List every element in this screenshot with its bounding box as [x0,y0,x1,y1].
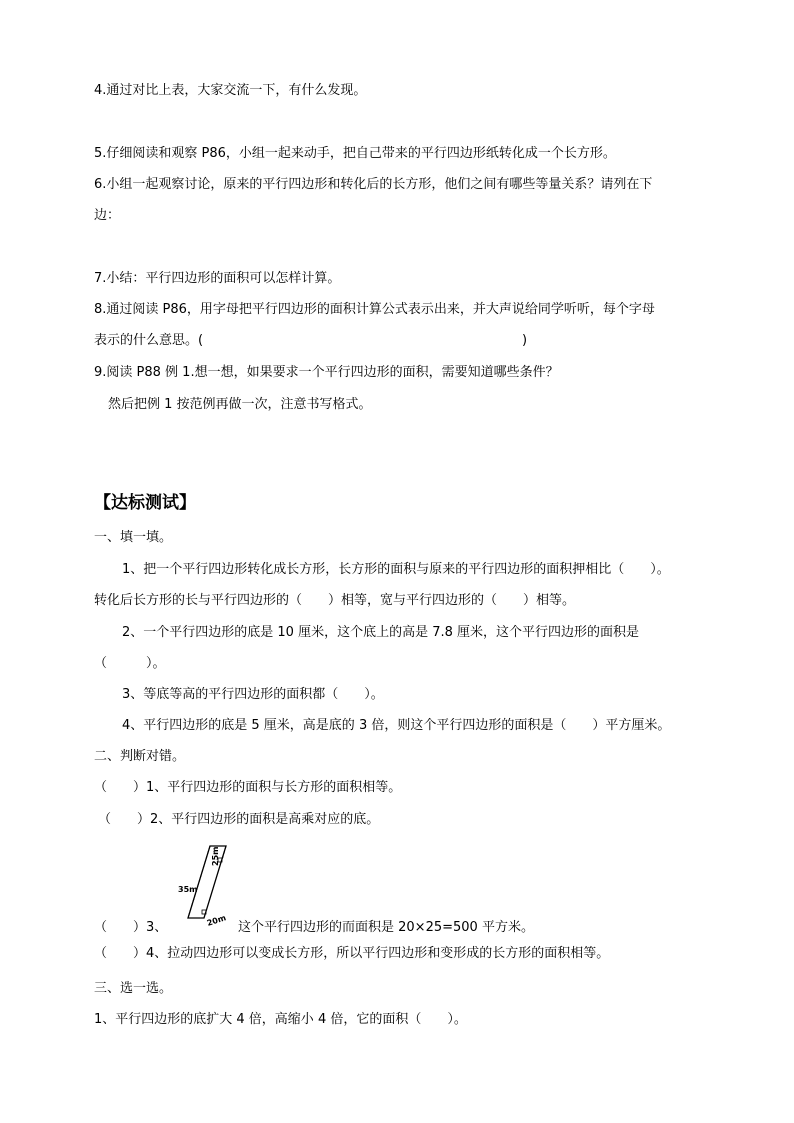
part2-item1: （ ）1、平行四边形的面积与长方形的面积相等。 [94,780,402,795]
part2-title: 二、判断对错。 [94,749,186,764]
label-top-25m: 25m [211,846,220,866]
part1-item1-line1: 1、把一个平行四边形转化成长方形，长方形的面积与原来的平行四边形的面积押相比（ ）。 [122,562,670,577]
study-item-6-line2: 边： [94,208,121,223]
part1-item2-line2: （ ）。 [94,656,166,671]
study-item-8-line2: 表示的什么意思。( [94,333,204,348]
part1-item4: 4、平行四边形的底是 5 厘米，高是底的 3 倍，则这个平行四边形的面积是（ ）平方厘米。 [122,718,671,733]
study-item-4: 4.通过对比上表，大家交流一下，有什么发现。 [94,83,367,98]
part2-item3-prefix: （ ）3、 [94,920,168,935]
part1-item2-line1: 2、一个平行四边形的底是 10 厘米，这个底上的高是 7.8 厘米，这个平行四边形的面积是 [122,625,640,640]
study-item-6-line1: 6.小组一起观察讨论，原来的平行四边形和转化后的长方形，他们之间有哪些等量关系？请列在下 [94,177,653,192]
part1-item1-line2: 转化后长方形的长与平行四边形的（ ）相等，宽与平行四边形的（ ）相等。 [94,593,576,608]
study-item-7: 7.小结：平行四边形的面积可以怎样计算。 [94,271,341,286]
part1-item3: 3、等底等高的平行四边形的面积都（ ）。 [122,687,384,702]
part2-item4: （ ）4、拉动四边形可以变成长方形，所以平行四边形和变形成的长方形的面积相等。 [94,946,610,961]
label-left-35m: 35m [178,885,198,894]
part1-title: 一、填一填。 [94,530,173,545]
study-item-8-close-paren: ) [522,333,528,348]
part3-title: 三、选一选。 [94,981,173,996]
study-item-9-line2: 然后把例 1 按范例再做一次，注意书写格式。 [108,397,372,412]
test-heading: 【达标测试】 [94,493,196,513]
top-height-dashed-line [222,846,226,860]
label-bottom-20m: 20m [205,913,228,928]
part2-item2: （ ）2、平行四边形的面积是高乘对应的底。 [98,812,380,827]
parallelogram-figure [172,838,242,928]
part3-item1: 1、平行四边形的底扩大 4 倍，高缩小 4 倍，它的面积（ ）。 [94,1012,467,1027]
study-item-9-line1: 9.阅读 P88 例 1.想一想，如果要求一个平行四边形的面积，需要知道哪些条件？ [94,365,559,380]
study-item-5: 5.仔细阅读和观察 P86，小组一起来动手，把自己带来的平行四边形纸转化成一个长方形。 [94,146,616,161]
part2-item3-text: 这个平行四边形的而面积是 20×25=500 平方米。 [238,920,534,935]
study-item-8-line1: 8.通过阅读 P86，用字母把平行四边形的面积计算公式表示出来，并大声说给同学听听，每个字母 [94,302,655,317]
